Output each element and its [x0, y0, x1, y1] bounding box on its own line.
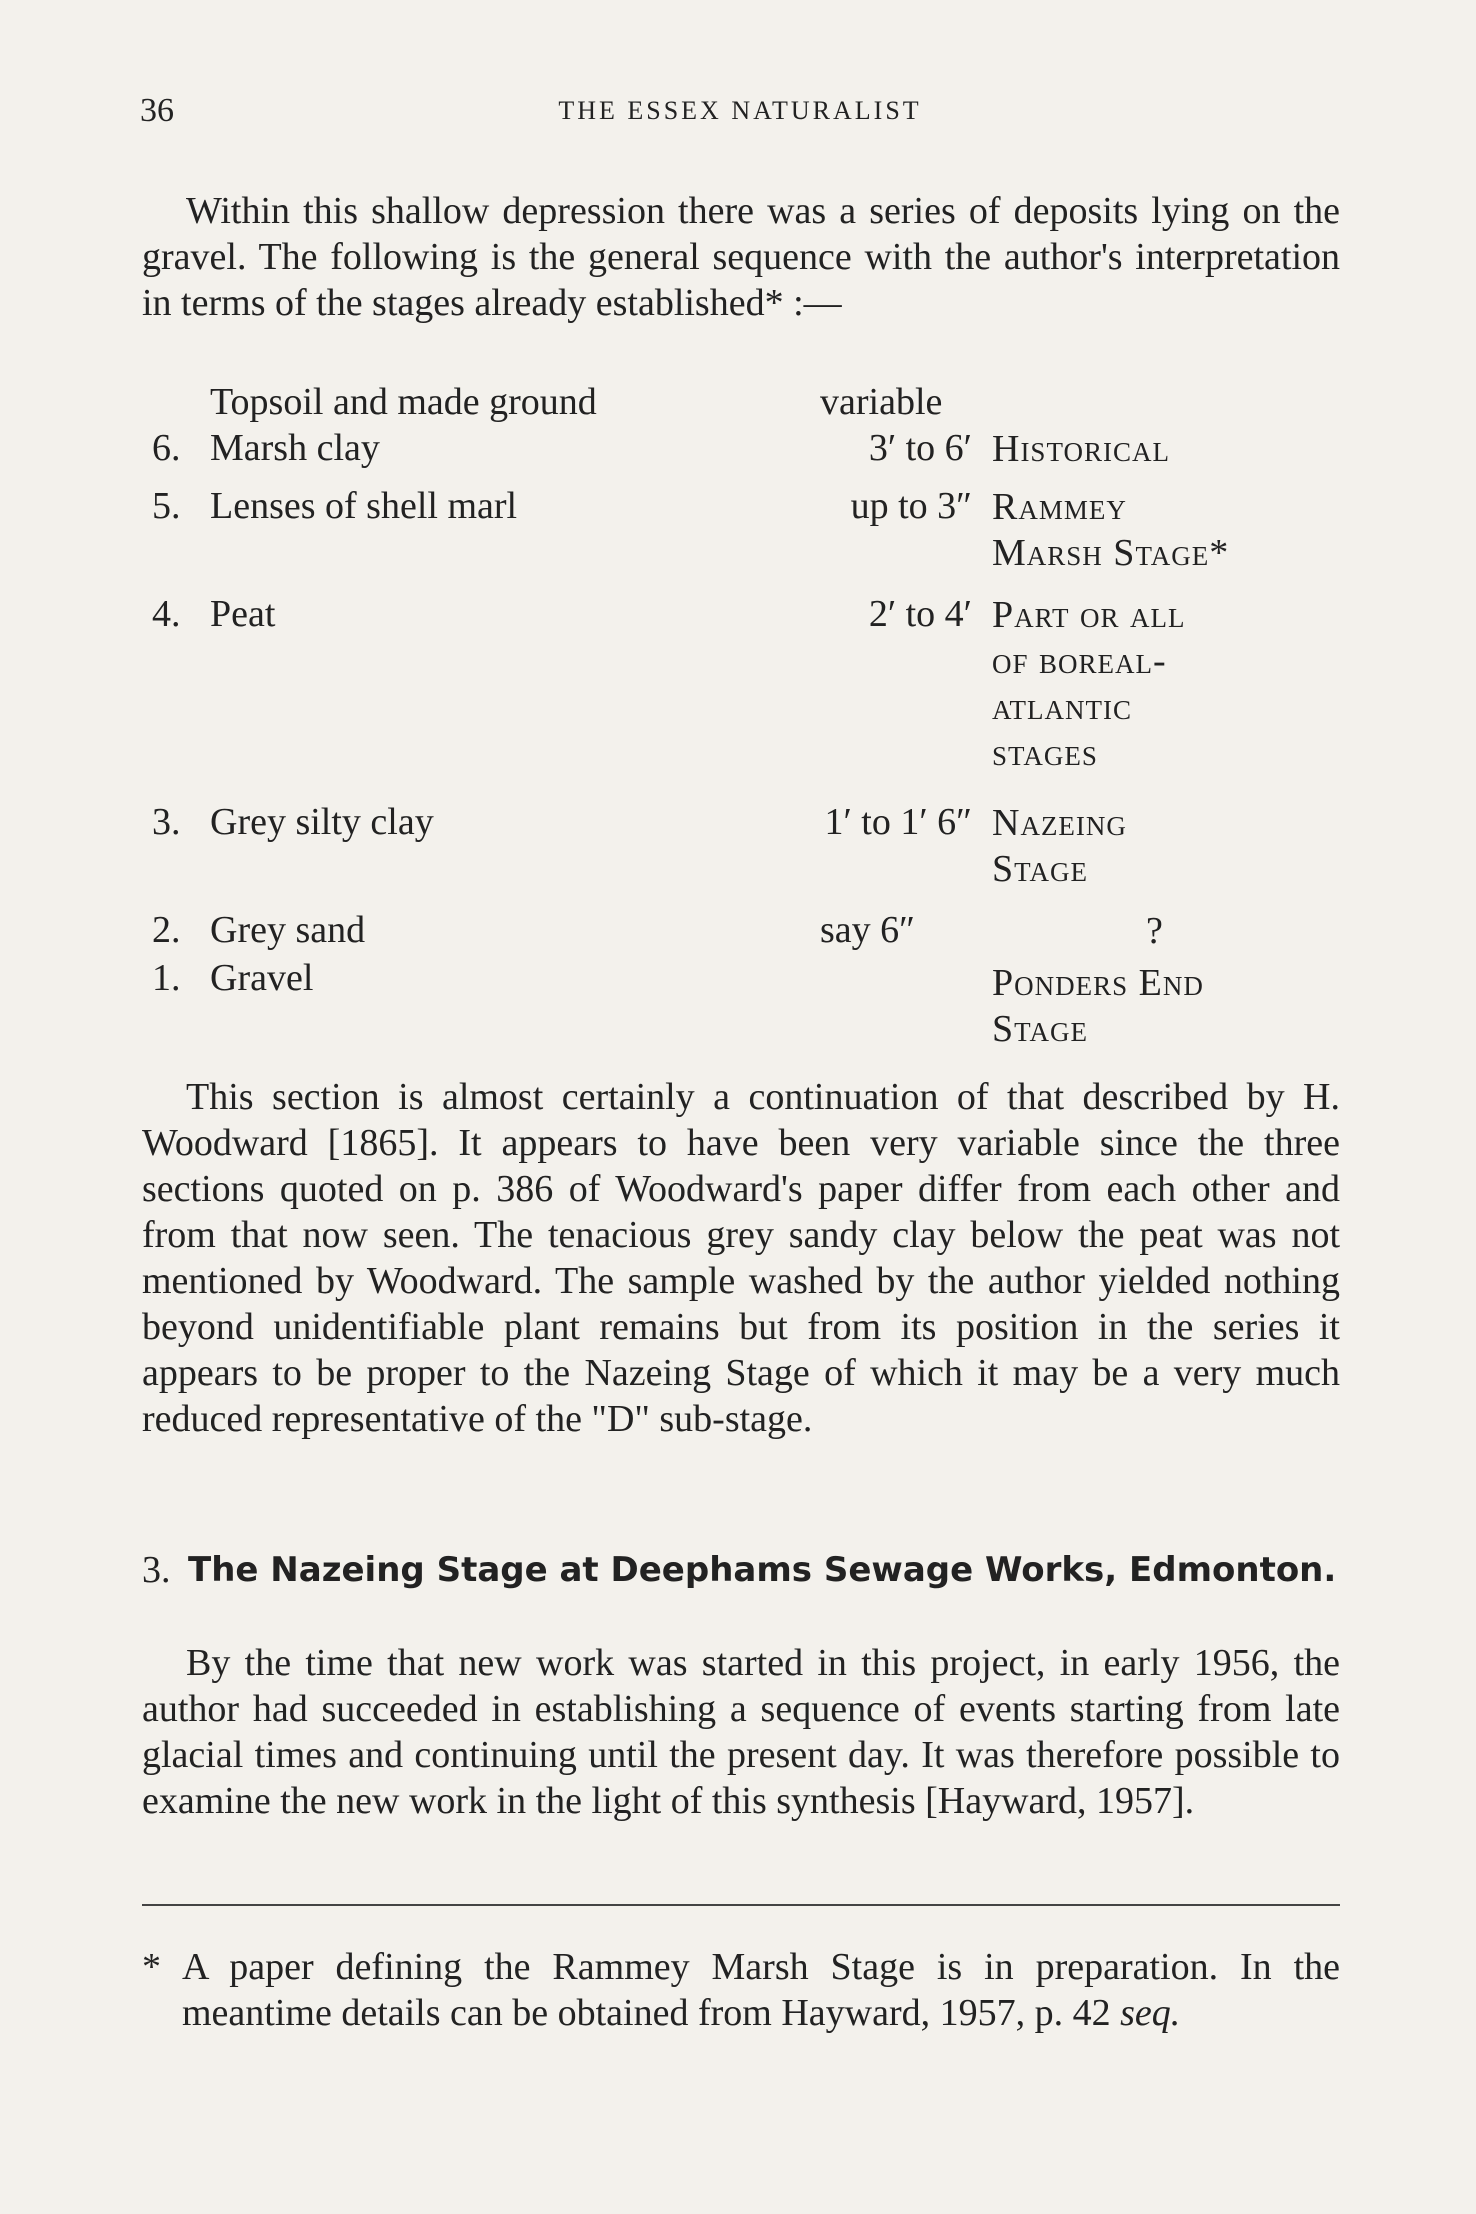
- layer-thickness: variable: [820, 381, 943, 423]
- layer-name: Grey silty clay: [210, 801, 434, 843]
- sequence-row: [152, 484, 1252, 574]
- footnote-text: [182, 1944, 1340, 2036]
- sequence-row: [152, 908, 1252, 954]
- layer-thickness: up to 3″: [850, 485, 972, 527]
- footnote-marker: *: [142, 1946, 161, 1988]
- stage-label: [992, 426, 1252, 472]
- sequence-row: [152, 592, 1252, 774]
- stage-line: of boreal-: [992, 640, 1167, 682]
- layer-name: Grey sand: [210, 909, 366, 951]
- layer-number: 2.: [152, 909, 181, 951]
- stage-label: [992, 960, 1252, 1052]
- stage-line: Historical: [992, 428, 1170, 470]
- layer-name: Marsh clay: [210, 427, 380, 469]
- sequence-row: [152, 426, 1252, 472]
- deephams-paragraph: By the time that new work was started in this project, in early 1956, the author had succeeded in establishing a sequence of events starting from late glacial times and continuing until the present day. It was therefore possible to examine the new work in the light of this synthesis [Hayward, 1957].: [142, 1642, 1340, 1822]
- layer-thickness: 2′ to 4′: [868, 593, 972, 635]
- stage-line: atlantic: [992, 686, 1132, 728]
- layer-name: Lenses of shell marl: [210, 485, 518, 527]
- section-number: 3.: [142, 1549, 171, 1591]
- layer-number: 4.: [152, 593, 181, 635]
- stage-line: Ponders End: [992, 962, 1204, 1004]
- layer-number: 6.: [152, 427, 181, 469]
- stage-line: Stage: [992, 1008, 1088, 1050]
- stage-line: Part or all: [992, 594, 1186, 636]
- layer-number: 3.: [152, 801, 181, 843]
- layer-number: 1.: [152, 957, 181, 999]
- section-title: The Nazeing Stage at Deephams Sewage Works, Edmonton.: [188, 1550, 1337, 1590]
- page-header: [140, 92, 1340, 132]
- stage-label: [1146, 908, 1406, 954]
- sequence-row: [152, 956, 1252, 1050]
- stage-line: Nazeing: [992, 802, 1127, 844]
- sequence-row: [152, 380, 1252, 426]
- stage-label: [992, 800, 1252, 892]
- stage-label: [992, 484, 1252, 576]
- layer-name: Peat: [210, 593, 276, 635]
- intro-paragraph: Within this shallow depression there was a series of deposits lying on the gravel. The following is the general sequence with the author's interpretation in terms of the stages already established* :—: [142, 190, 1340, 324]
- stage-line: stages: [992, 732, 1098, 774]
- layer-thickness: 3′ to 6′: [868, 427, 972, 469]
- footnote-body: A paper defining the Rammey Marsh Stage is in preparation. In the meantime details can be obtained from Hayward, 1957, p. 42: [182, 1946, 1340, 2034]
- stage-line: ?: [1146, 910, 1164, 952]
- layer-name: Gravel: [210, 957, 314, 999]
- footnote-rule: [142, 1904, 1340, 1906]
- sequence-row: [152, 800, 1252, 890]
- stratigraphic-sequence: [152, 380, 1252, 1070]
- page-number: 36: [140, 92, 174, 129]
- stage-line: Rammey: [992, 486, 1127, 528]
- stage-line: Stage: [992, 848, 1088, 890]
- stage-line: Marsh Stage*: [992, 532, 1230, 574]
- layer-thickness: say 6″: [820, 909, 915, 951]
- layer-name: Topsoil and made ground: [210, 381, 597, 423]
- layer-thickness: 1′ to 1′ 6″: [824, 801, 972, 843]
- running-head: THE ESSEX NATURALIST: [558, 96, 922, 125]
- stage-label: [992, 592, 1252, 776]
- section-paragraph: This section is almost certainly a continuation of that described by H. Woodward [1865]. It appears to have been very variable since the three sections quoted on p. 386 of Woodward's paper differ from each other and from that now seen. The tenacious grey sandy clay below the peat was not mentioned by Woodward. The sample washed by the author yielded nothing beyond unidentifiable plant remains but from its position in the series it appears to be proper to the Nazeing Stage of which it may be a very much reduced representative of the "D" sub-stage.: [142, 1076, 1340, 1440]
- layer-number: 5.: [152, 485, 181, 527]
- footnote-italic: seq.: [1120, 1992, 1181, 2034]
